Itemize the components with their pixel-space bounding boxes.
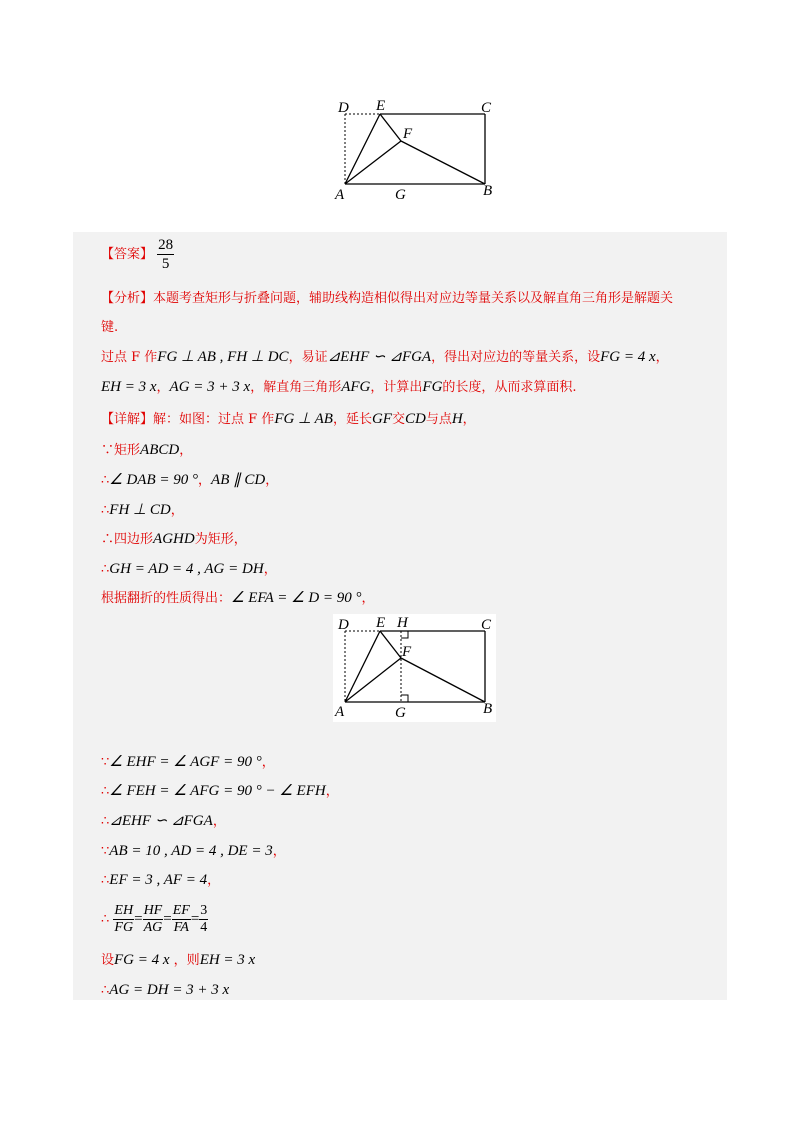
analysis-l3-text-a: 过点 F 作 bbox=[101, 350, 158, 365]
label-g: G bbox=[395, 187, 406, 203]
step-9-math: ⊿EHF ∽ ⊿FGA bbox=[109, 813, 213, 829]
step-8-text-a: ， bbox=[325, 784, 339, 799]
answer-tag: 【答案】 bbox=[101, 247, 154, 262]
therefore-symbol: ∴ bbox=[101, 532, 115, 547]
therefore-symbol: ∴ bbox=[101, 784, 110, 799]
step-8-math: ∠ FEH = ∠ AFG = 90 ° − ∠ EFH bbox=[109, 783, 326, 799]
step-5-math: GH = AD = 4 , AG = DH bbox=[109, 561, 264, 577]
therefore-symbol: ∴ bbox=[101, 814, 110, 829]
fraction-ef-fa bbox=[172, 903, 191, 936]
detail-l5-math-1: FG ⊥ AB bbox=[274, 411, 333, 427]
label-a: A bbox=[335, 187, 345, 203]
label-e: E bbox=[376, 98, 386, 114]
figure-rectangle-fold bbox=[330, 96, 500, 204]
step-2-math-1: ∠ DAB = 90 ° bbox=[109, 472, 199, 488]
because-symbol: ∵ bbox=[101, 844, 110, 859]
fraction-eh-fg bbox=[113, 903, 134, 936]
analysis-text-1: 本题考查矩形与折叠问题，辅助线构造相似得出对应边等量关系以及解直角三角形是解题关 bbox=[153, 291, 674, 306]
answer-fraction bbox=[157, 236, 174, 273]
detail-l5-math-3: CD bbox=[404, 411, 426, 427]
numerator: EF bbox=[172, 903, 190, 918]
detail-l5-text-b: ，延长 bbox=[332, 412, 372, 427]
step-12-ratio bbox=[101, 902, 208, 937]
detail-l5-math-4: H bbox=[451, 411, 463, 427]
step-4 bbox=[101, 529, 247, 550]
analysis-l3-text-d: ， bbox=[655, 350, 669, 365]
step-7-text-a: ， bbox=[261, 755, 275, 770]
numerator: HF bbox=[143, 903, 163, 918]
step-3 bbox=[101, 500, 184, 521]
step-3-text-a: ， bbox=[170, 503, 184, 518]
because-symbol: ∵ bbox=[101, 755, 110, 770]
step-13-math-1: FG = 4 x bbox=[114, 952, 170, 968]
label-b: B bbox=[483, 701, 493, 717]
detail-tag: 【详解】 bbox=[101, 412, 154, 427]
step-10-math: AB = 10 , AD = 4 , DE = 3 bbox=[109, 843, 273, 859]
analysis-line-1 bbox=[101, 289, 673, 309]
step-14 bbox=[101, 980, 229, 1001]
equals-sign: = bbox=[190, 911, 200, 927]
step-8 bbox=[101, 781, 339, 802]
label-b: B bbox=[483, 183, 493, 199]
step-2-text-b: ， bbox=[265, 473, 279, 488]
step-1 bbox=[101, 440, 192, 461]
analysis-tag: 【分析】 bbox=[101, 291, 154, 306]
step-1-text-b: ， bbox=[179, 443, 193, 458]
step-7 bbox=[101, 752, 275, 773]
analysis-text-2: 键. bbox=[101, 320, 119, 335]
denominator: 4 bbox=[200, 920, 208, 935]
step-13 bbox=[101, 950, 255, 971]
label-h: H bbox=[397, 615, 408, 631]
step-4-text-a: 四边形 bbox=[114, 532, 154, 547]
step-13-text-a: 设 bbox=[101, 953, 115, 968]
step-9 bbox=[101, 811, 226, 832]
step-6-text-a: 根据翻折的性质得出： bbox=[101, 591, 232, 606]
analysis-l3-math-1: FG ⊥ AB , FH ⊥ DC bbox=[157, 349, 289, 365]
step-4-text-b: 为矩形， bbox=[194, 532, 247, 547]
numerator: 3 bbox=[200, 903, 208, 918]
step-13-text-b: ，则 bbox=[169, 953, 200, 968]
analysis-l4-math-3: AFG bbox=[341, 379, 371, 395]
analysis-line-2 bbox=[101, 318, 118, 338]
step-13-math-2: EH = 3 x bbox=[199, 952, 256, 968]
step-11-math: EF = 3 , AF = 4 bbox=[109, 872, 208, 888]
denominator: AG bbox=[143, 920, 163, 935]
label-a: A bbox=[335, 704, 345, 720]
detail-l5-text-c: 交 bbox=[391, 412, 405, 427]
label-g: G bbox=[395, 705, 406, 721]
analysis-l4-math-1: EH = 3 x bbox=[101, 379, 157, 395]
detail-l5-text-e: ， bbox=[462, 412, 476, 427]
step-2 bbox=[101, 470, 278, 491]
step-14-math: AG = DH = 3 + 3 x bbox=[109, 982, 230, 998]
detail-l5-text-a: 解：如图：过点 F 作 bbox=[153, 412, 275, 427]
equals-sign: = bbox=[134, 911, 143, 927]
therefore-symbol: ∴ bbox=[101, 983, 110, 998]
answer-numerator: 28 bbox=[158, 237, 174, 253]
analysis-l4-text-a: ， bbox=[156, 380, 170, 395]
analysis-l4-math-4: FG bbox=[422, 379, 443, 395]
label-c: C bbox=[481, 100, 492, 116]
step-10 bbox=[101, 841, 286, 862]
figure-rectangle-fold-auxiliary bbox=[333, 614, 496, 722]
step-7-math: ∠ EHF = ∠ AGF = 90 ° bbox=[109, 754, 262, 770]
step-2-math-2: AB ∥ CD bbox=[211, 472, 266, 488]
step-1-text-a: 矩形 bbox=[114, 443, 141, 458]
label-f: F bbox=[402, 644, 412, 660]
analysis-l3-math-2: ⊿EHF ∽ ⊿FGA bbox=[327, 349, 432, 365]
analysis-l4-text-b: ，解直角三角形 bbox=[250, 380, 342, 395]
analysis-l4-text-c: ，计算出 bbox=[370, 380, 423, 395]
detail-line-1 bbox=[101, 409, 476, 430]
equals-sign: = bbox=[163, 911, 172, 927]
label-f: F bbox=[403, 126, 413, 142]
step-9-text-a: ， bbox=[212, 814, 226, 829]
detail-l5-math-2: GF bbox=[371, 411, 392, 427]
step-6 bbox=[101, 588, 375, 609]
fraction-hf-ag bbox=[143, 903, 164, 936]
analysis-l4-math-2: AG = 3 + 3 x bbox=[169, 379, 251, 395]
step-1-math: ABCD bbox=[140, 442, 180, 458]
label-e: E bbox=[376, 615, 386, 631]
analysis-line-3 bbox=[101, 347, 669, 368]
denominator: FA bbox=[173, 920, 189, 935]
therefore-symbol: ∴ bbox=[101, 503, 110, 518]
therefore-symbol: ∴ bbox=[101, 873, 110, 888]
figure-rectangle-fold-svg bbox=[330, 96, 500, 204]
therefore-symbol: ∴ bbox=[101, 562, 110, 577]
step-5-text-a: ， bbox=[263, 562, 277, 577]
label-d: D bbox=[338, 100, 349, 116]
denominator: FG bbox=[114, 920, 134, 935]
figure-rectangle-fold-auxiliary-svg bbox=[333, 614, 496, 722]
label-d: D bbox=[338, 617, 349, 633]
step-6-text-b: ， bbox=[361, 591, 375, 606]
answer-line bbox=[101, 236, 174, 274]
step-3-math: FH ⊥ CD bbox=[109, 502, 171, 518]
label-c: C bbox=[481, 617, 492, 633]
step-11-text-a: ， bbox=[207, 873, 221, 888]
because-symbol: ∵ bbox=[101, 443, 115, 458]
analysis-l4-text-d: 的长度，从而求算面积. bbox=[442, 380, 577, 395]
fraction-3-4 bbox=[199, 903, 208, 936]
numerator: EH bbox=[114, 903, 134, 918]
therefore-symbol: ∴ bbox=[101, 473, 110, 488]
step-2-text-a: ， bbox=[198, 473, 212, 488]
analysis-l3-text-c: ，得出对应边的等量关系，设 bbox=[431, 350, 601, 365]
analysis-line-4 bbox=[101, 377, 577, 398]
step-6-math: ∠ EFA = ∠ D = 90 ° bbox=[231, 590, 362, 606]
step-11 bbox=[101, 870, 220, 891]
analysis-l3-math-3: FG = 4 x bbox=[600, 349, 656, 365]
step-4-math: AGHD bbox=[153, 531, 195, 547]
therefore-symbol: ∴ bbox=[101, 912, 110, 927]
answer-denominator: 5 bbox=[161, 256, 170, 272]
step-10-text-a: ， bbox=[272, 844, 286, 859]
detail-l5-text-d: 与点 bbox=[425, 412, 452, 427]
analysis-l3-text-b: ，易证 bbox=[288, 350, 328, 365]
step-5 bbox=[101, 559, 277, 580]
